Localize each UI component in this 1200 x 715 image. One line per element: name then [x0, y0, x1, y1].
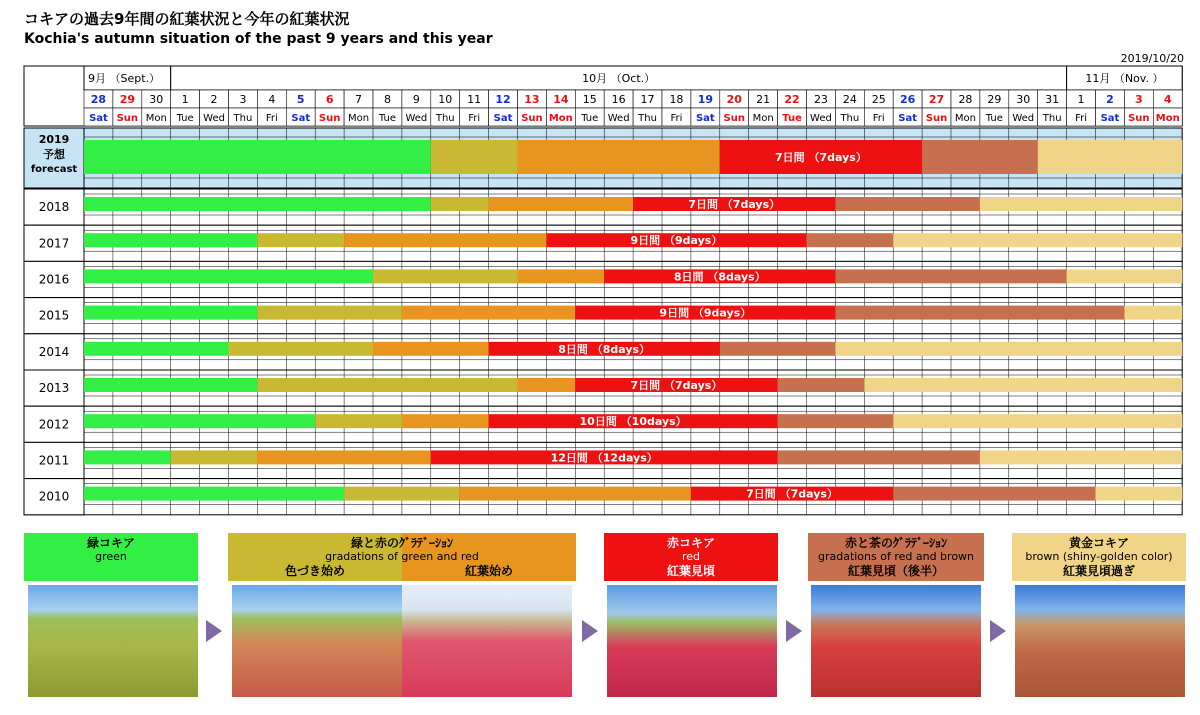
segment-brown: [835, 269, 1066, 283]
weekday-label: Tue: [581, 113, 599, 124]
day-number: 19: [697, 93, 714, 106]
weekday-label: Fri: [1075, 113, 1088, 124]
weekday-label: Sat: [898, 113, 918, 124]
arrow-icon: [206, 620, 222, 642]
weekday-label: Wed: [405, 113, 428, 124]
legend-red-brown-jp: 赤と茶のｸﾞﾗﾃﾞｰｼｮﾝ: [844, 536, 947, 550]
photo-green-red-kochia: [232, 585, 402, 697]
segment-brown: [778, 378, 865, 392]
day-number: 10: [438, 93, 453, 106]
segment-orange: [344, 233, 546, 247]
weekday-label: Sun: [723, 113, 745, 124]
day-number: 15: [582, 93, 597, 106]
day-number: 30: [1016, 93, 1031, 106]
segment-tan: [835, 342, 1182, 356]
day-number: 11: [467, 93, 482, 106]
day-number: 4: [268, 93, 276, 106]
day-number: 16: [611, 93, 626, 106]
day-number: 18: [669, 93, 684, 106]
legend-red-sub: 紅葉見頃: [666, 564, 715, 578]
segment-olive: [229, 342, 374, 356]
legend-red-jp: 赤コキア: [666, 536, 715, 550]
page-title-en: Kochia's autumn situation of the past 9 years and this year: [24, 31, 493, 47]
day-number: 4: [1163, 93, 1172, 106]
day-number: 28: [958, 93, 973, 106]
segment-tan: [1124, 306, 1182, 320]
year-sublabel2: forecast: [30, 164, 78, 175]
legend-green-red-jp: 緑と赤のｸﾞﾗﾃﾞｰｼｮﾝ: [350, 536, 453, 550]
weekday-label: Fri: [468, 113, 481, 124]
segment-brown: [778, 450, 980, 464]
arrow-icon: [990, 620, 1006, 642]
year-label: 2012: [38, 417, 70, 432]
weekday-label: Thu: [435, 113, 455, 124]
arrow-icon: [786, 620, 802, 642]
day-number: 30: [149, 93, 164, 106]
segment-tan: [980, 450, 1182, 464]
segment-green: [84, 233, 257, 247]
weekday-label: Wed: [203, 113, 225, 124]
segment-olive: [344, 487, 460, 501]
red-duration-label: 7日間 （7days）: [630, 379, 723, 392]
segment-green: [84, 487, 344, 501]
weekday-label: Sat: [493, 113, 513, 124]
day-number: 17: [640, 93, 655, 106]
segment-olive: [431, 197, 489, 211]
red-duration-label: 9日間 （9days）: [659, 306, 752, 320]
photo-red-start-kochia: [402, 585, 572, 697]
weekday-label: Mon: [145, 113, 167, 124]
segment-olive: [171, 450, 258, 464]
segment-orange: [489, 197, 633, 211]
segment-olive: [373, 269, 518, 283]
segment-orange: [518, 140, 720, 174]
day-number: 14: [553, 93, 569, 106]
legend-golden-sub: 紅葉見頃過ぎ: [1062, 564, 1135, 578]
red-duration-label: 8日間 （8days）: [673, 270, 766, 284]
day-number: 22: [784, 93, 800, 106]
photo-golden-kochia: [1015, 585, 1185, 697]
day-number: 3: [239, 93, 247, 106]
red-duration-label: 12日間 （12days）: [550, 451, 658, 465]
weekday-label: Fri: [265, 113, 278, 124]
weekday-label: Sat: [695, 113, 715, 124]
weekday-label: Tue: [782, 113, 802, 124]
segment-orange: [518, 378, 576, 392]
weekday-label: Tue: [378, 113, 396, 124]
red-duration-label: 10日間 （10days）: [579, 415, 687, 429]
segment-tan: [1038, 140, 1183, 174]
year-sublabel: 予想: [43, 148, 65, 161]
day-number: 12: [495, 93, 511, 106]
weekday-label: Mon: [548, 113, 573, 124]
day-number: 3: [1135, 93, 1143, 106]
day-number: 7: [355, 93, 363, 106]
weekday-label: Fri: [670, 113, 683, 124]
weekday-label: Sun: [1128, 113, 1150, 124]
year-label: 2019: [38, 133, 70, 146]
legend-green-red-left: 色づき始め: [284, 564, 345, 578]
legend-green-red-right: 紅葉始め: [464, 564, 513, 578]
segment-brown: [835, 197, 980, 211]
month-label: 9月 （Sept.）: [88, 72, 161, 85]
day-number: 27: [928, 93, 945, 106]
legend-red-brown: [808, 533, 984, 581]
weekday-label: Sat: [1100, 113, 1120, 124]
segment-orange: [402, 414, 489, 428]
day-number: 2: [210, 93, 218, 106]
day-number: 20: [726, 93, 742, 106]
day-number: 24: [842, 93, 857, 106]
year-label: 2018: [38, 200, 70, 215]
segment-olive: [315, 414, 402, 428]
segment-olive: [257, 233, 344, 247]
segment-tan: [893, 233, 1182, 247]
segment-orange: [402, 306, 575, 320]
weekday-label: Tue: [176, 113, 194, 124]
segment-green: [84, 197, 431, 211]
weekday-label: Sat: [89, 113, 108, 124]
segment-green: [84, 306, 257, 320]
day-number: 25: [871, 93, 886, 106]
year-label: 2014: [38, 344, 70, 359]
weekday-label: Thu: [233, 113, 253, 124]
photo-red-brown-kochia: [811, 585, 981, 697]
segment-green: [84, 414, 315, 428]
weekday-label: Thu: [638, 113, 657, 124]
date-label: 2019/10/20: [1120, 52, 1184, 65]
legend-green: [24, 533, 198, 581]
day-number: 2: [1106, 93, 1114, 106]
legend-green-red-en: gradations of green and red: [325, 550, 479, 563]
segment-brown: [835, 306, 1124, 320]
segment-green: [84, 450, 171, 464]
weekday-label: Thu: [840, 113, 860, 124]
segment-brown: [922, 140, 1038, 174]
segment-olive: [257, 306, 402, 320]
year-label: 2013: [38, 381, 70, 396]
legend-golden: [1012, 533, 1186, 581]
segment-brown: [807, 233, 894, 247]
legend-red-brown-en: gradations of red and brown: [817, 550, 975, 563]
month-label: 11月 （Nov. ）: [1085, 72, 1164, 85]
weekday-label: Mon: [1155, 113, 1180, 124]
weekday-label: Fri: [872, 113, 885, 124]
segment-orange: [257, 450, 430, 464]
legend-green-en: green: [95, 550, 127, 563]
legend-green-red: [228, 533, 576, 581]
page-title-jp: コキアの過去9年間の紅葉状況と今年の紅葉状況: [24, 10, 350, 28]
day-number: 6: [325, 93, 334, 106]
day-number: 1: [1077, 93, 1085, 106]
weekday-label: Mon: [954, 113, 976, 124]
legend-red: [604, 533, 778, 581]
weekday-label: Mon: [348, 113, 370, 124]
weekday-label: Sat: [291, 113, 311, 124]
weekday-label: Tue: [985, 113, 1003, 124]
legend-red-en: red: [681, 550, 701, 563]
red-duration-label: 7日間 （7days）: [775, 151, 867, 164]
segment-tan: [864, 378, 1182, 392]
year-label: 2017: [38, 236, 70, 251]
photo-green-kochia: [28, 585, 198, 697]
weekday-label: Sun: [521, 113, 543, 124]
segment-tan: [893, 414, 1182, 428]
segment-green: [84, 342, 229, 356]
segment-brown: [778, 414, 894, 428]
year-label: 2016: [38, 272, 70, 287]
segment-tan: [980, 197, 1182, 211]
day-number: 29: [119, 93, 136, 106]
day-number: 13: [524, 93, 540, 106]
day-number: 28: [90, 93, 107, 106]
segment-green: [84, 378, 257, 392]
red-duration-label: 7日間 （7days）: [746, 487, 838, 501]
segment-brown: [893, 487, 1095, 501]
legend-golden-en: brown (shiny-golden color): [1025, 550, 1173, 563]
weekday-label: Wed: [1012, 113, 1035, 124]
day-number: 8: [383, 93, 391, 106]
day-number: 21: [756, 93, 771, 106]
red-duration-label: 9日間 （9days）: [630, 234, 723, 248]
day-number: 1: [181, 93, 189, 106]
day-number: 26: [899, 93, 916, 106]
arrow-icon: [582, 620, 598, 642]
weekday-label: Sun: [116, 113, 139, 124]
segment-green: [84, 269, 373, 283]
weekday-label: Mon: [752, 113, 774, 124]
weekday-label: Thu: [1042, 113, 1062, 124]
day-number: 29: [987, 93, 1002, 106]
year-label: 2011: [38, 453, 70, 468]
month-label: 10月 （Oct.）: [582, 72, 656, 85]
legend-golden-jp: 黄金コキア: [1068, 536, 1129, 550]
weekday-label: Wed: [810, 113, 832, 124]
segment-brown: [720, 342, 836, 356]
red-duration-label: 7日間 （7days）: [688, 198, 781, 211]
weekday-label: Sun: [925, 113, 948, 124]
segment-green: [84, 140, 431, 174]
day-number: 23: [813, 93, 828, 106]
legend-green-jp: 緑コキア: [86, 536, 135, 550]
day-number: 31: [1045, 93, 1060, 106]
day-number: 9: [412, 93, 420, 106]
red-duration-label: 8日間 （8days）: [558, 342, 651, 356]
segment-olive: [257, 378, 517, 392]
segment-orange: [460, 487, 691, 501]
legend-red-brown-sub: 紅葉見頃（後半）: [847, 564, 944, 578]
weekday-label: Sun: [318, 113, 341, 124]
year-label: 2015: [38, 308, 70, 323]
weekday-label: Wed: [607, 113, 630, 124]
segment-orange: [518, 269, 605, 283]
day-number: 5: [296, 93, 305, 106]
photo-red-kochia: [607, 585, 777, 697]
segment-orange: [373, 342, 489, 356]
segment-tan: [1067, 269, 1183, 283]
year-label: 2010: [38, 489, 70, 504]
segment-tan: [1096, 487, 1183, 501]
segment-olive: [431, 140, 518, 174]
